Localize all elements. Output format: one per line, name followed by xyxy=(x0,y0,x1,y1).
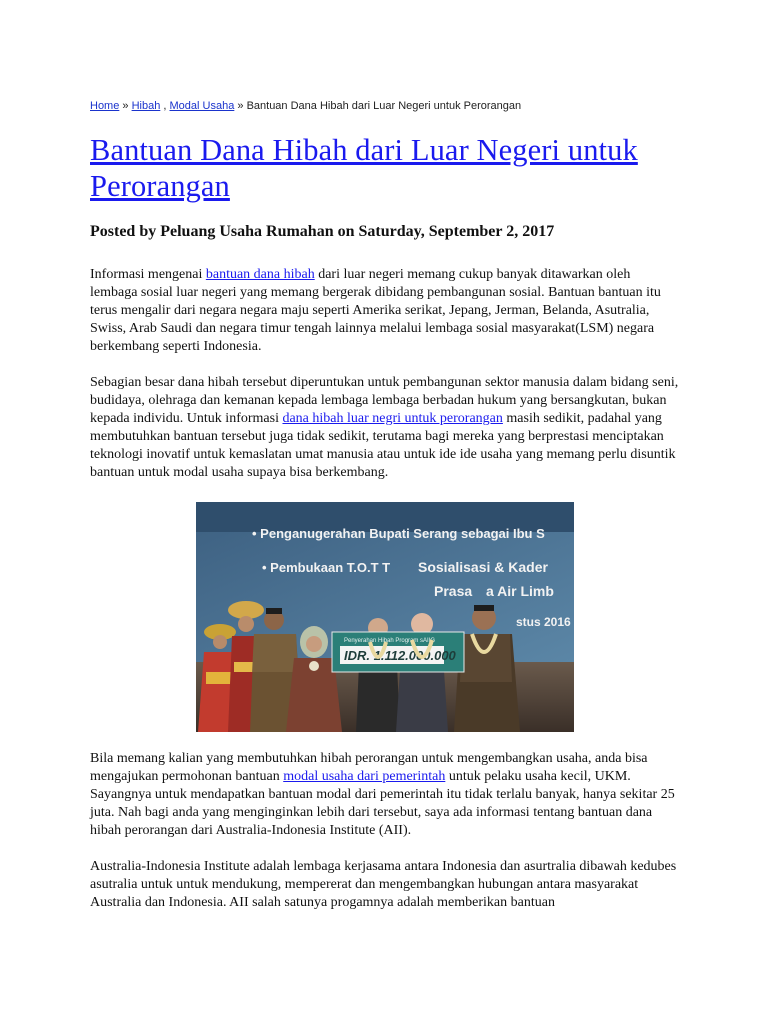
paragraph-4: Australia-Indonesia Institute adalah lembaga kerjasama antara Indonesia dan asurtralia dibawah kedubes asutralia untuk untuk mendukung, mempererat dan mengembangkan hubungan antara masyarakat Australia dan Indonesia. AII salah satunya progamnya adalah memberikan bantuan xyxy=(90,859,677,910)
banner-text-line3: Prasa xyxy=(434,583,473,599)
banner-text-line1: • Penganugerahan Bupati Serang sebagai Ibu S xyxy=(252,526,545,541)
check-caption: Penyerahan Hibah Program sAIIG xyxy=(344,638,436,644)
banner-date: stus 2016 xyxy=(516,615,571,629)
paragraph-text: Informasi mengenai xyxy=(90,267,206,282)
breadcrumb-separator: » xyxy=(119,100,132,112)
breadcrumb xyxy=(90,97,680,115)
post-meta: Posted by Peluang Usaha Rumahan on Saturday, September 2, 2017 xyxy=(90,223,555,240)
paragraph-text: dari luar negeri memang cukup banyak ditawarkan oleh lembaga sosial luar negeri yang memang bergerak dibidang pembangunan sosial. Bantuan bantuan itu terus mengalir dari negara negara maju seperti Amerika serikat, Jepang, Jerman, Belanda, Asutralia, Swiss, Arab Saudi dan negara timur tengah lainnya melalui lembaga sosial masyarakat(LSM) negara berkembang seperti Indonesia. xyxy=(90,267,661,354)
modal-usaha-pemerintah-link[interactable]: modal usaha dari pemerintah xyxy=(283,769,446,784)
breadcrumb-home-link[interactable]: Home xyxy=(90,100,120,112)
paragraph-1 xyxy=(90,266,680,356)
paragraph-text: untuk pelaku usaha kecil, UKM. Sayangnya untuk mendapatkan bantuan modal dari pemerintah itu tidak terlalu banyak, hanya sekitar 25 juta. Nah bagi anda yang menginginkan lebih dari tersebut, saya ada informasi tentang bantuan dana hibah perorangan dari Australia-Indonesia Institute (AII). xyxy=(90,769,675,838)
paragraph-3 xyxy=(90,750,680,840)
breadcrumb-separator: , xyxy=(160,100,170,112)
photo-illustration xyxy=(196,502,574,732)
breadcrumb-current: Bantuan Dana Hibah dari Luar Negeri untuk Perorangan xyxy=(246,100,522,112)
article-title[interactable]: Bantuan Dana Hibah dari Luar Negeri untuk Perorangan xyxy=(90,133,638,203)
breadcrumb-separator: » xyxy=(234,100,247,112)
paragraph-2 xyxy=(90,374,680,482)
breadcrumb-modal-usaha-link[interactable]: Modal Usaha xyxy=(169,100,235,112)
bantuan-dana-hibah-link[interactable]: bantuan dana hibah xyxy=(205,267,315,282)
ceremonial-check xyxy=(332,632,464,672)
check-amount: IDR. 1.112.000.000 xyxy=(344,648,456,663)
article-container xyxy=(90,97,680,912)
paragraph-text: masih sedikit, padahal yang membutuhkan bantuan tersebut juga tidak sedikit, terutama bagi mereka yang berprestasi menciptakan teknologi inovatif untuk kemaslatan umat manusia atau untuk ide ide usaha yang memang perlu disuntik bantuan untuk modal usaha supaya bisa berkembang. xyxy=(90,411,676,480)
dana-hibah-luar-negri-link[interactable]: dana hibah luar negri untuk perorangan xyxy=(282,411,503,426)
article-photo xyxy=(196,502,574,732)
paragraph-text: Sebagian besar dana hibah tersebut diperuntukan untuk pembangunan sektor manusia dalam bidang seni, budidaya, olehraga dan kemanan kepada lembaga lembaga berbadan hukum yang bersangkutan, bukan kepada individu. Untuk informasi xyxy=(90,375,679,426)
banner-text-line2: • Pembukaan T.O.T T xyxy=(262,560,391,575)
banner-text-line2b: Sosialisasi & Kader xyxy=(418,559,548,575)
paragraph-text: Bila memang kalian yang membutuhkan hibah perorangan untuk mengembangkan usaha, anda bisa mengajukan permohonan bantuan xyxy=(90,751,648,784)
breadcrumb-hibah-link[interactable]: Hibah xyxy=(131,100,161,112)
banner-text-line3b: a Air Limb xyxy=(486,583,554,599)
